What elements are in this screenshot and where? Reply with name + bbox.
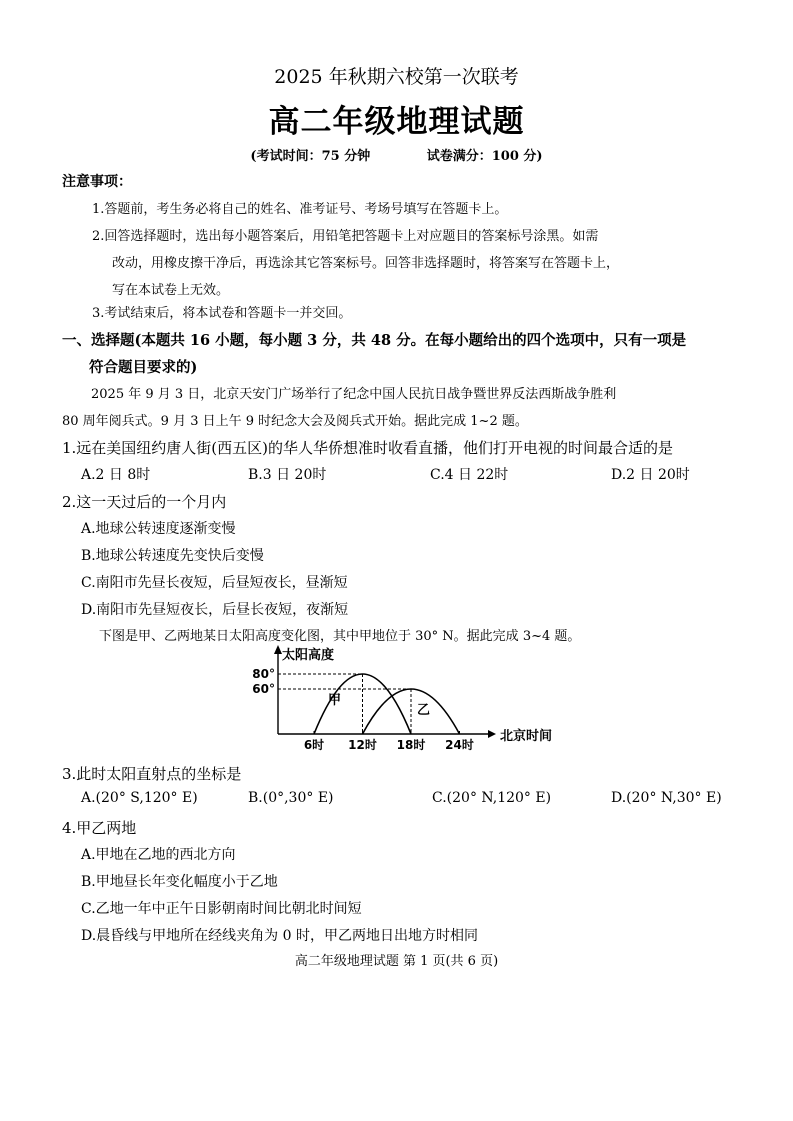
intro-1-line-2: 80 周年阅兵式。9 月 3 日上午 9 时纪念大会及阅兵式开始。据此完成 1~2 题。 [62, 414, 528, 429]
sun-altitude-chart [252, 642, 552, 754]
question-4-option-c: C.乙地一年中正午日影朝南时间比朝北时间短 [81, 901, 362, 917]
section-heading-line-2: 符合题目要求的) [89, 359, 198, 376]
notice-heading: 注意事项： [62, 174, 132, 190]
question-3-option-a: A.(20° S,120° E) [81, 790, 198, 806]
notice-item-3: 3.考试结束后，将本试卷和答题卡一并交回。 [92, 306, 352, 321]
exam-time: (考试时间：75 分钟 [250, 149, 371, 164]
series-label-2: 乙 [417, 703, 431, 718]
question-2-option-a: A.地球公转速度逐渐变慢 [81, 521, 236, 537]
question-1-option-a: A.2 日 8时 [81, 467, 151, 483]
question-4-option-b: B.甲地昼长年变化幅度小于乙地 [81, 874, 278, 890]
x-axis-arrow-icon [488, 730, 496, 738]
question-2-option-d: D.南阳市先昼短夜长，后昼长夜短，夜渐短 [81, 602, 349, 618]
notice-item-2-line-2: 改动，用橡皮擦干净后，再选涂其它答案标号。回答非选择题时，将答案写在答题卡上， [112, 256, 620, 271]
question-2-option-c: C.南阳市先昼长夜短，后昼短夜长，昼渐短 [81, 575, 348, 591]
intro-2: 下图是甲、乙两地某日太阳高度变化图，其中甲地位于 30° N。据此完成 3~4 题。 [99, 629, 581, 644]
y-axis-label: 太阳高度 [282, 648, 335, 663]
section-heading-line-1: 一、选择题(本题共 16 小题，每小题 3 分，共 48 分。在每小题给出的四个选项中，只有一项是 [62, 332, 687, 349]
notice-item-1: 1.答题前，考生务必将自己的姓名、准考证号、考场号填写在答题卡上。 [92, 202, 508, 217]
question-4-option-a: A.甲地在乙地的西北方向 [81, 847, 236, 863]
y-tick-label-2: 60° [252, 682, 275, 696]
question-1-option-d: D.2 日 20时 [611, 467, 690, 483]
question-1-option-b: B.3 日 20时 [248, 467, 327, 483]
notice-item-2-line-3: 写在本试卷上无效。 [112, 283, 230, 298]
x-tick-label-1: 6时 [303, 738, 325, 752]
full-score: 试卷满分：100 分) [426, 149, 543, 164]
x-tick-label-3: 18时 [396, 738, 426, 752]
x-axis-label: 北京时间 [500, 729, 553, 744]
question-1-stem: 1.远在美国纽约唐人街(西五区)的华人华侨想准时收看直播，他们打开电视的时间最合适的是 [62, 439, 674, 457]
exam-meta [0, 145, 793, 164]
x-tick-label-2: 12时 [348, 738, 377, 752]
intro-1-line-1: 2025 年 9 月 3 日，北京天安门广场举行了纪念中国人民抗日战争暨世界反法西斯战争胜利 [91, 387, 617, 402]
page-footer: 高二年级地理试题 第 1 页(共 6 页) [294, 954, 499, 969]
question-3-option-d: D.(20° N,30° E) [611, 790, 722, 806]
series-label-1: 甲 [328, 693, 342, 708]
question-4-option-d: D.晨昏线与甲地所在经线夹角为 0 时，甲乙两地日出地方时相同 [81, 928, 478, 944]
question-2-option-b: B.地球公转速度先变快后变慢 [81, 548, 264, 564]
question-1-option-c: C.4 日 22时 [430, 467, 509, 483]
y-tick-label-1: 80° [252, 667, 275, 681]
x-tick-label-4: 24时 [445, 738, 474, 752]
exam-title: 高二年级地理试题 [268, 104, 525, 140]
exam-subtitle: 2025 年秋期六校第一次联考 [274, 66, 519, 88]
question-2-stem: 2.这一天过后的一个月内 [62, 493, 227, 511]
y-axis-arrow-icon [274, 645, 282, 654]
question-3-option-c: C.(20° N,120° E) [432, 790, 552, 806]
question-3-stem: 3.此时太阳直射点的坐标是 [62, 765, 242, 783]
question-4-stem: 4.甲乙两地 [62, 819, 137, 837]
question-3-option-b: B.(0°,30° E) [248, 790, 334, 806]
notice-item-2-line-1: 2.回答选择题时，选出每小题答案后，用铅笔把答题卡上对应题目的答案标号涂黑。如需 [92, 229, 599, 244]
